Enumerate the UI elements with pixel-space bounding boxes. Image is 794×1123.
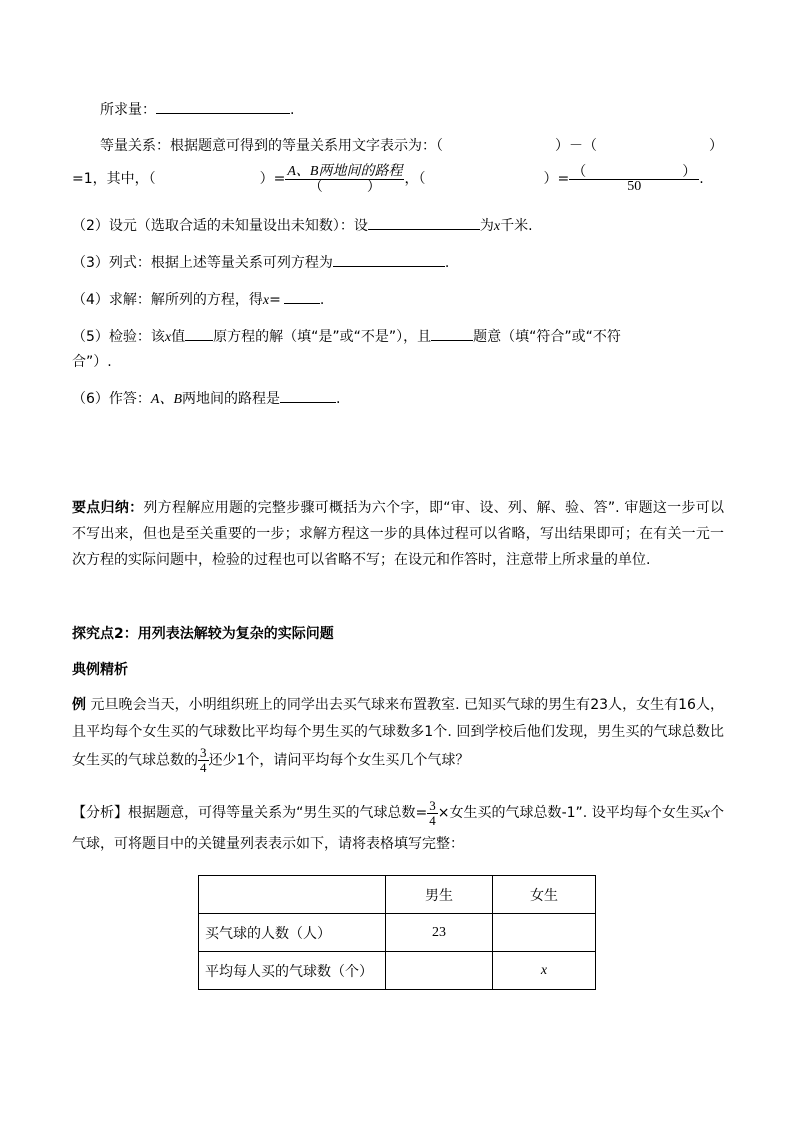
example-label: 例 [72,697,87,713]
step4-blank[interactable] [284,289,320,304]
step5-blank-1[interactable] [185,326,213,341]
analysis-paragraph: 【分析】根据题意，可得等量关系为“男生买的气球总数= $\frac{3}{4}$ ×女生买的气球总数-1”. 设平均每个女生买x个气球，可将题目中的关键量列表表示如下，请将表格填写完整： [72,797,725,852]
equation-line-2: =1，其中，（ ）= $\frac{\text{A、B两地间的路程}}{( )}$ ，（ ）= $\frac{( )}{50}$ . [72,163,704,195]
step-5: （5）检验：该x值 原方程的解（填“是”或“不是”），且 题意（填“符合”或“不符 [72,326,621,348]
equation-line-1: 等量关系：根据题意可得到的等量关系用文字表示为：（ ）－（ ） [100,138,723,154]
example-paragraph: 例 元旦晚会当天，小明组织班上的同学出去买气球来布置教室. 已知买气球的男生有23人，女生有16人，且平均每个女生买的气球数比平均每个男生买的气球数多1个. 回到学校后他们发现，男生买的气球总数比女生买的气球总数的 $\frac{3}{4}$ 还少1个，请问平均每个女生买几个气球？ [72,697,725,775]
step-2: （2）设元（选取合适的未知量设出未知数）：设 为x千米. [72,215,533,237]
unknown-line: 所求量： . [100,99,294,120]
analysis-label: 【分析】 [72,805,129,821]
table-row-label: 买气球的人数（人） [199,914,386,952]
table-cell: x [493,952,596,990]
table-header-row [199,876,596,914]
key-points-summary [72,495,724,573]
step-6: （6）作答：A、B两地间的路程是 . [72,388,340,410]
table-row [199,914,596,952]
section-2-subheading: 典例精析 [72,662,128,678]
table-cell [199,876,386,914]
fraction-distance: $\frac{\text{A、B两地间的路程}}{( )}$ [287,163,403,195]
step-5-cont: 合”）. [72,354,112,370]
table-row-label: 平均每人买的气球数（个） [199,952,386,990]
step6-blank[interactable] [280,388,336,403]
table-row [199,952,596,990]
fraction-50: $\frac{( )}{50}$ [569,165,699,194]
unknown-label: 所求量： [100,102,156,118]
step3-blank[interactable] [333,252,445,267]
summary-title: 要点归纳： [72,500,144,516]
balloon-table [198,875,596,990]
step2-blank[interactable] [368,215,480,230]
step-3: （3）列式：根据上述等量关系可列方程为 . [72,252,449,273]
section-2-heading: 探究点2：用列表法解较为复杂的实际问题 [72,626,334,642]
table-cell: 23 [386,914,493,952]
table-cell-input[interactable] [386,952,493,990]
fraction-3-4: $\frac{3}{4}$ [200,745,207,775]
table-header-girls: 女生 [493,876,596,914]
analysis-fraction: $\frac{3}{4}$ [429,797,436,828]
unknown-blank[interactable] [156,99,290,114]
table-header-boys: 男生 [386,876,493,914]
summary-text: 列方程解应用题的完整步骤可概括为六个字，即“审、设、列、解、验、答”. 审题这一步可以不写出来，但也是至关重要的一步；求解方程这一步的具体过程可以省略，写出结果即可；在有关一元一次方程的实际问题中，检验的过程也可以省略不写；在设元和作答时，注意带上所求量的单位. [72,500,725,568]
step5-blank-2[interactable] [431,326,473,341]
step-4: （4）求解：解所列的方程，得x= . [72,289,324,311]
table-cell-input[interactable] [493,914,596,952]
